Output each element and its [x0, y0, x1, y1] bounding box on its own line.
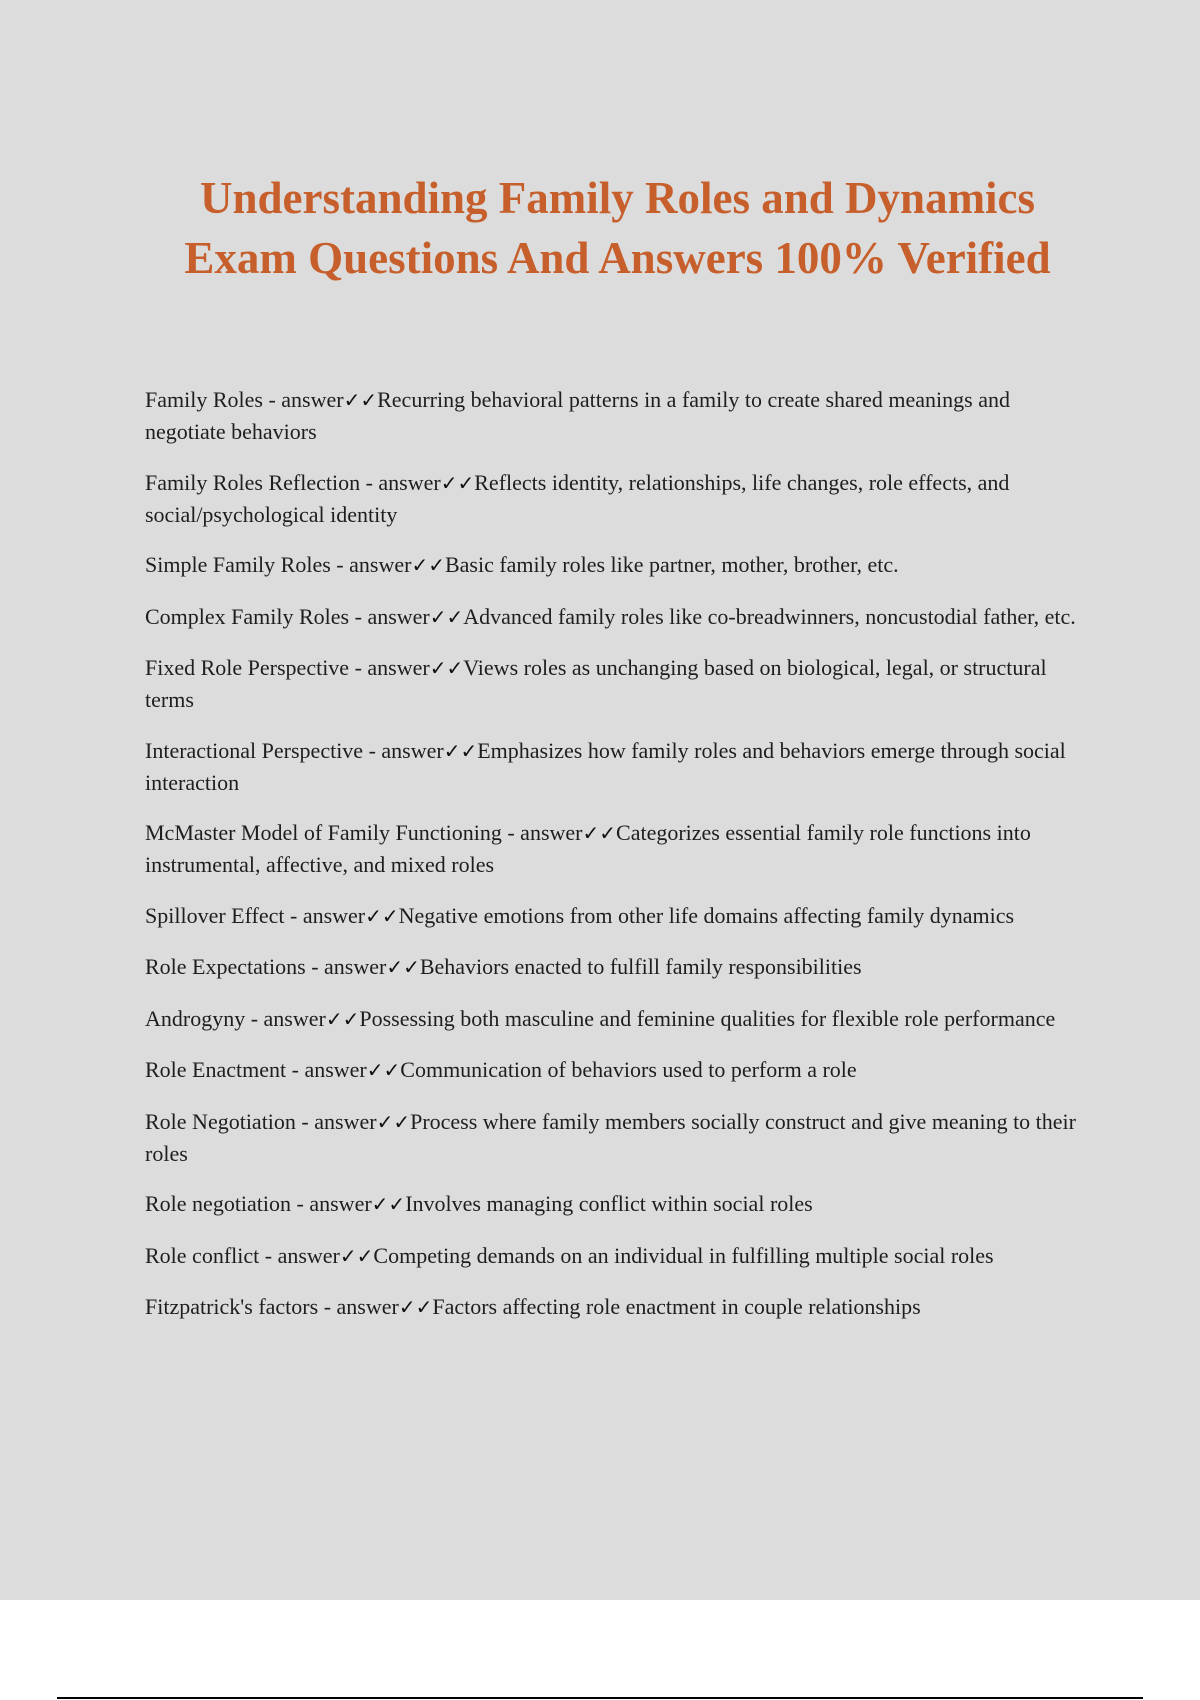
- entry-term: Interactional Perspective: [145, 737, 364, 763]
- double-check-icon: ✓✓: [411, 553, 445, 577]
- entry-term: Complex Family Roles: [145, 603, 350, 629]
- entry-definition: Behaviors enacted to fulfill family responsibilities: [419, 954, 862, 979]
- double-check-icon: ✓✓: [371, 1192, 406, 1216]
- footer-divider: [57, 1697, 1143, 1699]
- double-check-icon: ✓✓: [443, 738, 478, 763]
- entry-answer-separator: - answer: [295, 1108, 377, 1134]
- double-check-icon: ✓✓: [339, 1243, 374, 1268]
- entry-definition: Basic family roles like partner, mother, brother, etc.: [444, 552, 899, 577]
- entry-answer-separator: - answer: [349, 603, 430, 629]
- double-check-icon: ✓✓: [366, 1058, 401, 1082]
- qa-entry: [145, 1106, 1085, 1169]
- title-line-1: Understanding Family Roles and Dynamics: [199, 173, 1036, 223]
- entry-definition: Categorizes essential family role functions into instrumental, affective, and mixed roles: [145, 820, 1031, 877]
- qa-entry: [145, 384, 1085, 447]
- entry-definition: Emphasizes how family roles and behaviors emerge through social interaction: [145, 737, 1066, 795]
- entry-answer-separator: - answer: [245, 1005, 326, 1031]
- title-line-2: Exam Questions And Answers 100% Verified: [184, 233, 1051, 283]
- entry-definition: Advanced family roles like co-breadwinners, noncustodial father, etc.: [463, 603, 1076, 629]
- entry-definition: Competing demands on an individual in fulfilling multiple social roles: [373, 1242, 994, 1268]
- entry-definition: Reflects identity, relationships, life changes, role effects, and social/psychological identity: [145, 469, 1010, 527]
- double-check-icon: ✓✓: [386, 955, 420, 979]
- entry-answer-separator: - answer: [330, 552, 412, 577]
- double-check-icon: ✓✓: [440, 470, 475, 495]
- entry-answer-separator: - answer: [286, 1057, 367, 1082]
- qa-entry: [145, 549, 1085, 581]
- entry-answer-separator: - answer: [291, 1191, 372, 1216]
- qa-entry: [145, 900, 1085, 932]
- entry-answer-separator: - answer: [284, 902, 366, 928]
- entry-answer-separator: - answer: [318, 1294, 399, 1319]
- double-check-icon: ✓✓: [365, 903, 399, 928]
- entry-answer-separator: - answer: [259, 1242, 340, 1268]
- entry-answer-separator: - answer: [501, 820, 583, 845]
- entry-term: Role Expectations: [145, 954, 306, 979]
- qa-entry: [145, 601, 1085, 633]
- qa-entry: [145, 1240, 1085, 1272]
- entry-term: Role Negotiation: [145, 1108, 296, 1134]
- entry-answer-separator: - answer: [262, 387, 344, 412]
- entry-definition: Views roles as unchanging based on biological, legal, or structural terms: [145, 655, 1047, 712]
- qa-entry: [145, 951, 1085, 983]
- entry-term: Role negotiation: [145, 1191, 292, 1216]
- entry-answer-separator: - answer: [349, 655, 430, 680]
- qa-entry: [145, 1291, 1085, 1323]
- double-check-icon: ✓✓: [376, 1109, 411, 1134]
- entry-term: Family Roles Reflection: [145, 469, 361, 495]
- double-check-icon: ✓✓: [398, 1295, 433, 1319]
- entry-term: Family Roles: [145, 387, 263, 412]
- entry-answer-separator: - answer: [363, 737, 444, 763]
- qa-entry: [145, 652, 1085, 715]
- qa-entry: [145, 1188, 1085, 1220]
- entry-definition: Recurring behavioral patterns in a family to create shared meanings and negotiate behaviors: [145, 387, 1010, 444]
- entry-term: Role Enactment: [145, 1057, 287, 1082]
- qa-entry: [145, 1003, 1085, 1035]
- entry-answer-separator: - answer: [305, 954, 387, 979]
- entry-definition: Involves managing conflict within social roles: [405, 1191, 813, 1216]
- double-check-icon: ✓✓: [429, 604, 464, 629]
- qa-entry: [145, 735, 1085, 798]
- entry-term: Simple Family Roles: [145, 552, 331, 577]
- double-check-icon: ✓✓: [582, 821, 617, 845]
- qa-entry: [145, 467, 1085, 530]
- entry-term: McMaster Model of Family Functioning: [145, 820, 502, 845]
- double-check-icon: ✓✓: [343, 388, 378, 412]
- document-title: [0, 168, 1200, 288]
- entry-definition: Process where family members socially construct and give meaning to their roles: [145, 1108, 1076, 1166]
- qa-entry: [145, 817, 1085, 880]
- entry-term: Fixed Role Perspective: [145, 655, 350, 680]
- entry-term: Fitzpatrick's factors: [145, 1294, 319, 1319]
- entry-term: Spillover Effect: [145, 902, 285, 928]
- qa-entry: [145, 1054, 1085, 1086]
- entry-term: Role conflict: [145, 1242, 260, 1268]
- entry-definition: Communication of behaviors used to perform a role: [400, 1057, 857, 1082]
- entry-definition: Factors affecting role enactment in couple relationships: [432, 1294, 921, 1319]
- entry-definition: Possessing both masculine and feminine qualities for flexible role performance: [359, 1005, 1056, 1031]
- entry-term: Androgyny: [145, 1005, 246, 1031]
- entry-definition: Negative emotions from other life domains affecting family dynamics: [398, 902, 1015, 928]
- double-check-icon: ✓✓: [325, 1006, 360, 1031]
- double-check-icon: ✓✓: [429, 656, 464, 680]
- entry-answer-separator: - answer: [360, 469, 441, 495]
- qa-entry-list: [145, 384, 1085, 1343]
